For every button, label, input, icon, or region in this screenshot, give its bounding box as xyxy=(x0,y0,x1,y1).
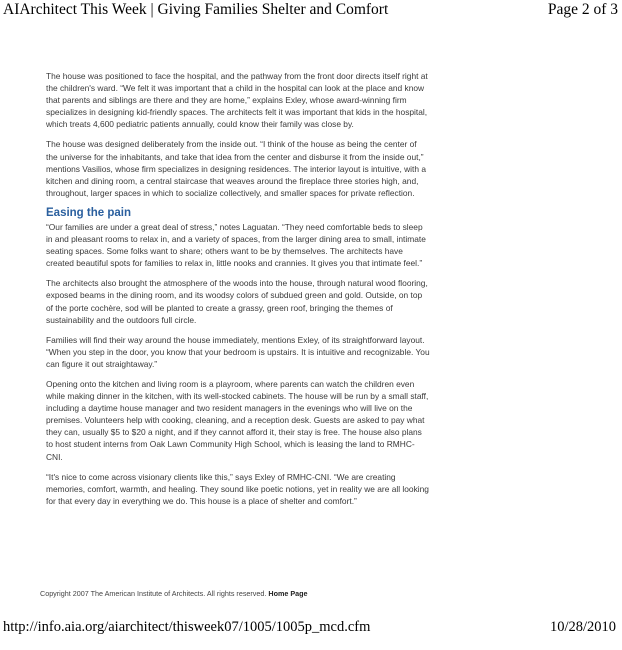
article-paragraph-7: “It's nice to come across visionary clients like this,” says Exley of RMHC-CNI. “We are creating memories, comfort, warmth, and healing. They sound like poetic notions, yet in reality we are all looking for that every day in everything we do. This house is a place of shelter and comfort.” xyxy=(46,471,429,506)
document-title: AIArchitect This Week | Giving Families Shelter and Comfort xyxy=(3,1,389,18)
copyright-text: Copyright 2007 The American Institute of Architects. All rights reserved. xyxy=(40,589,267,598)
page-number: Page 2 of 3 xyxy=(547,1,618,18)
article-paragraph-4: The architects also brought the atmosphere of the woods into the house, through natural wood flooring, exposed beams in the dining room, and its woodsy colors of subdued green and gold. Outside, on top of the porte cochère, sod will be planted to create a grassy, green roof, bringing the themes of sustainability and the outdoors full circle. xyxy=(46,278,428,325)
page-url: http://info.aia.org/aiarchitect/thisweek07/1005/1005p_mcd.cfm xyxy=(3,619,371,635)
article-paragraph-2: The house was designed deliberately from the inside out. “I think of the house as being the center of the universe for the inhabitants, and take that idea from the center and disburse it from the inside out,” mentions Vasilios, whose firm specializes in designing residences. The interior layout is intuitive, with a kitchen and dining room, a central staircase that weaves around the fireplace three stories high, and, throughout, larger spaces in which to socialize collectively, and smaller spaces for private reflection. xyxy=(46,139,426,198)
section-heading: Easing the pain xyxy=(46,206,131,219)
home-page-link[interactable]: Home Page xyxy=(268,589,308,598)
article-paragraph-1: The house was positioned to face the hospital, and the pathway from the front door directs itself right at the children's ward. “We felt it was important that a child in the hospital can look at the place and know that parents and siblings are there and they are home,” explains Exley, whose award-winning firm specializes in designing kid-friendly spaces. The architects felt it was important that kids in the hospital, which treats 4,600 pediatric patients annually, could know their family was close by. xyxy=(46,71,428,130)
print-date: 10/28/2010 xyxy=(549,619,616,635)
print-footer xyxy=(0,619,622,639)
article-paragraph-3: “Our families are under a great deal of stress,” notes Laguatan. “They need comfortable beds to sleep in and pleasant rooms to relax in, and a variety of spaces, from the larger dining area to small, intimate seating spaces. Some folks want to share; others want to be by themselves. The architects have created beautiful spots for families to relax in, little nooks and crannies. It gives you that intimate feel.” xyxy=(46,221,426,269)
print-header xyxy=(0,0,622,22)
copyright-line xyxy=(40,589,308,598)
article-body xyxy=(46,70,430,515)
article-paragraph-5: Families will find their way around the house immediately, mentions Exley, of its straightforward layout. “When you step in the door, you know that your bedroom is upstairs. It is intuitive and recognizable. You can figure it out straightaway.” xyxy=(46,334,430,369)
article-paragraph-6: Opening onto the kitchen and living room is a playroom, where parents can watch the children even while making dinner in the kitchen, with its well-stocked cabinets. The house will be run by a small staff, including a daytime house manager and two resident managers in the evenings who will live on the premises. Volunteers help with cooking, cleaning, and a reception desk. Guests are asked to pay what they can, usually $5 to $20 a night, and if they cannot afford it, their stay is free. The house also plans to host student interns from Oak Lawn Community High School, which is leasing the land to RMHC-CNI. xyxy=(46,378,429,462)
